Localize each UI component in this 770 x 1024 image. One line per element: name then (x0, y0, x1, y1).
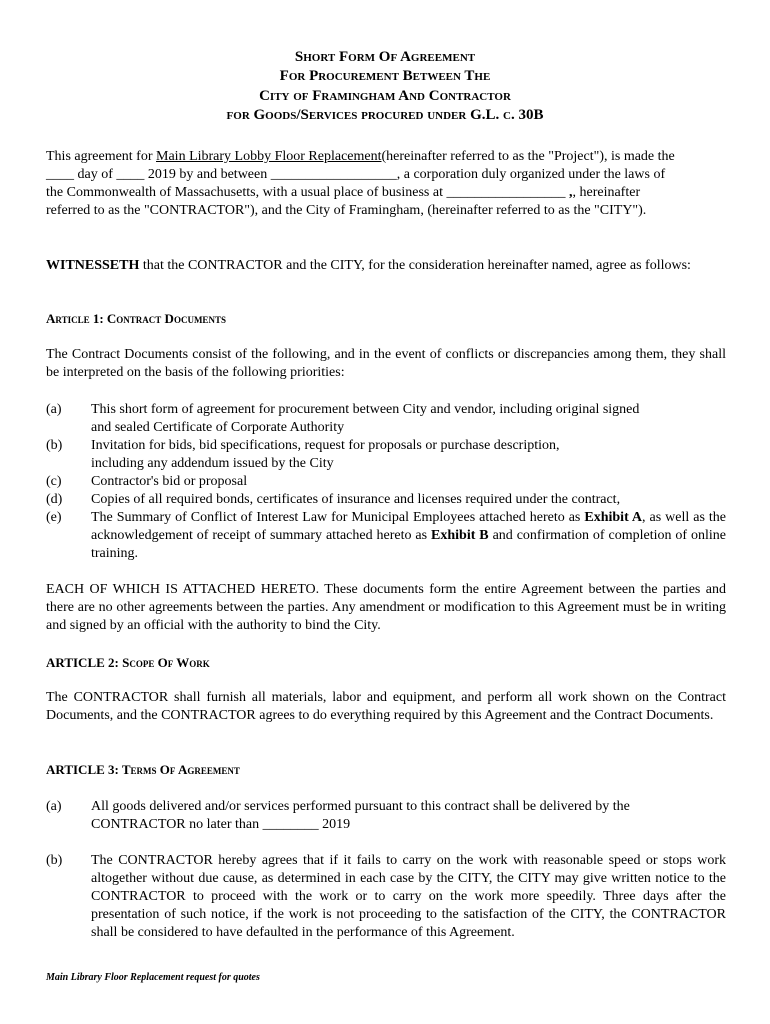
item-a-label: (a) (46, 402, 62, 417)
item-e-label: (e) (46, 510, 62, 525)
item-d-text: Copies of all required bonds, certificates of insurance and licenses required under the contract, (91, 492, 621, 507)
exhibit-b: Exhibit B (431, 528, 489, 543)
comma-mark: , (568, 185, 573, 200)
intro-line-3: the Commonwealth of Massachusetts, with a usual place of business at _________________ ,, hereinafter (46, 185, 641, 200)
article-1-paragraph: The Contract Documents consist of the following, and in the event of conflicts or discrepancies among them, they shall be interpreted on the basis of the following priorities: (46, 347, 726, 380)
title-line-4: for Goods/Services procured under G.L. c. 30B (226, 107, 544, 123)
intro-paragraph (46, 148, 726, 220)
item-c-label: (c) (46, 474, 62, 489)
article-1-closing: EACH OF WHICH IS ATTACHED HERETO. These documents form the entire Agreement between the parties and there are no other agreements between the parties. Any amendment or modification to this Agreement must be in writing and signed by an official with the authority to bind the City. (46, 582, 726, 633)
article-2-paragraph: The CONTRACTOR shall furnish all materials, labor and equipment, and perform all work shown on the Contract Documents, and the CONTRACTOR agrees to do everything required by this Agreement and the Contract Documents. (46, 690, 726, 723)
exhibit-a: Exhibit A (584, 510, 643, 525)
article-3-item-a-label: (a) (46, 799, 62, 814)
article-1-heading: Article 1: Contract Documents (46, 311, 226, 326)
intro-line-4: referred to as the "CONTRACTOR"), and the City of Framingham, (hereinafter referred to as the "CITY"). (46, 203, 647, 218)
article-3-heading: ARTICLE 3: Terms Of Agreement (46, 762, 240, 777)
title-line-3: City of Framingham And Contractor (259, 88, 511, 104)
item-a-text: This short form of agreement for procurement between City and vendor, including original signed and sealed Certificate of Corporate Authority (91, 402, 640, 435)
project-name: Main Library Lobby Floor Replacement (156, 149, 382, 164)
title-line-2: For Procurement Between The (279, 68, 491, 84)
witnesseth-paragraph: WITNESSETH that the CONTRACTOR and the CITY, for the consideration hereinafter named, agree as follows: (46, 258, 691, 273)
item-d-label: (d) (46, 492, 63, 507)
item-e-text: The Summary of Conflict of Interest Law for Municipal Employees attached hereto as Exhibit A, as well as the acknowledgement of receipt of summary attached hereto as Exhibit B and confirmation of completion of online training. (91, 510, 726, 561)
article-3-item-b-label: (b) (46, 853, 63, 868)
page-footer: Main Library Floor Replacement request for quotes (46, 972, 260, 983)
item-b-label: (b) (46, 438, 63, 453)
article-3-item-b-text: The CONTRACTOR hereby agrees that if it fails to carry on the work with reasonable speed or stops work altogether without due cause, as determined in each case by the CITY, the CITY may give written notice to the CONTRACTOR to proceed with the work or to carry on the work more speedily. Three days after the presentation of such notice, if the work is not proceeding to the satisfaction of the CITY, the CONTRACTOR shall be considered to have defaulted in the performance of this Agreement. (91, 853, 726, 940)
intro-line-2: ____ day of ____ 2019 by and between __________________, a corporation duly organized under the laws of (46, 167, 666, 182)
title-line-1: Short Form Of Agreement (294, 49, 476, 65)
intro-line-1: This agreement for Main Library Lobby Floor Replacement(hereinafter referred to as the "Project"), is made the (46, 149, 675, 164)
witnesseth-label: WITNESSETH (46, 258, 140, 273)
item-b-text: Invitation for bids, bid specifications, request for proposals or purchase description, including any addendum issued by the City (91, 438, 560, 471)
article-3-item-a-text: All goods delivered and/or services performed pursuant to this contract shall be delivered by the CONTRACTOR no later than ________ 2019 (91, 799, 630, 832)
item-c-text: Contractor's bid or proposal (91, 474, 248, 489)
article-2-heading: ARTICLE 2: Scope Of Work (46, 655, 210, 670)
